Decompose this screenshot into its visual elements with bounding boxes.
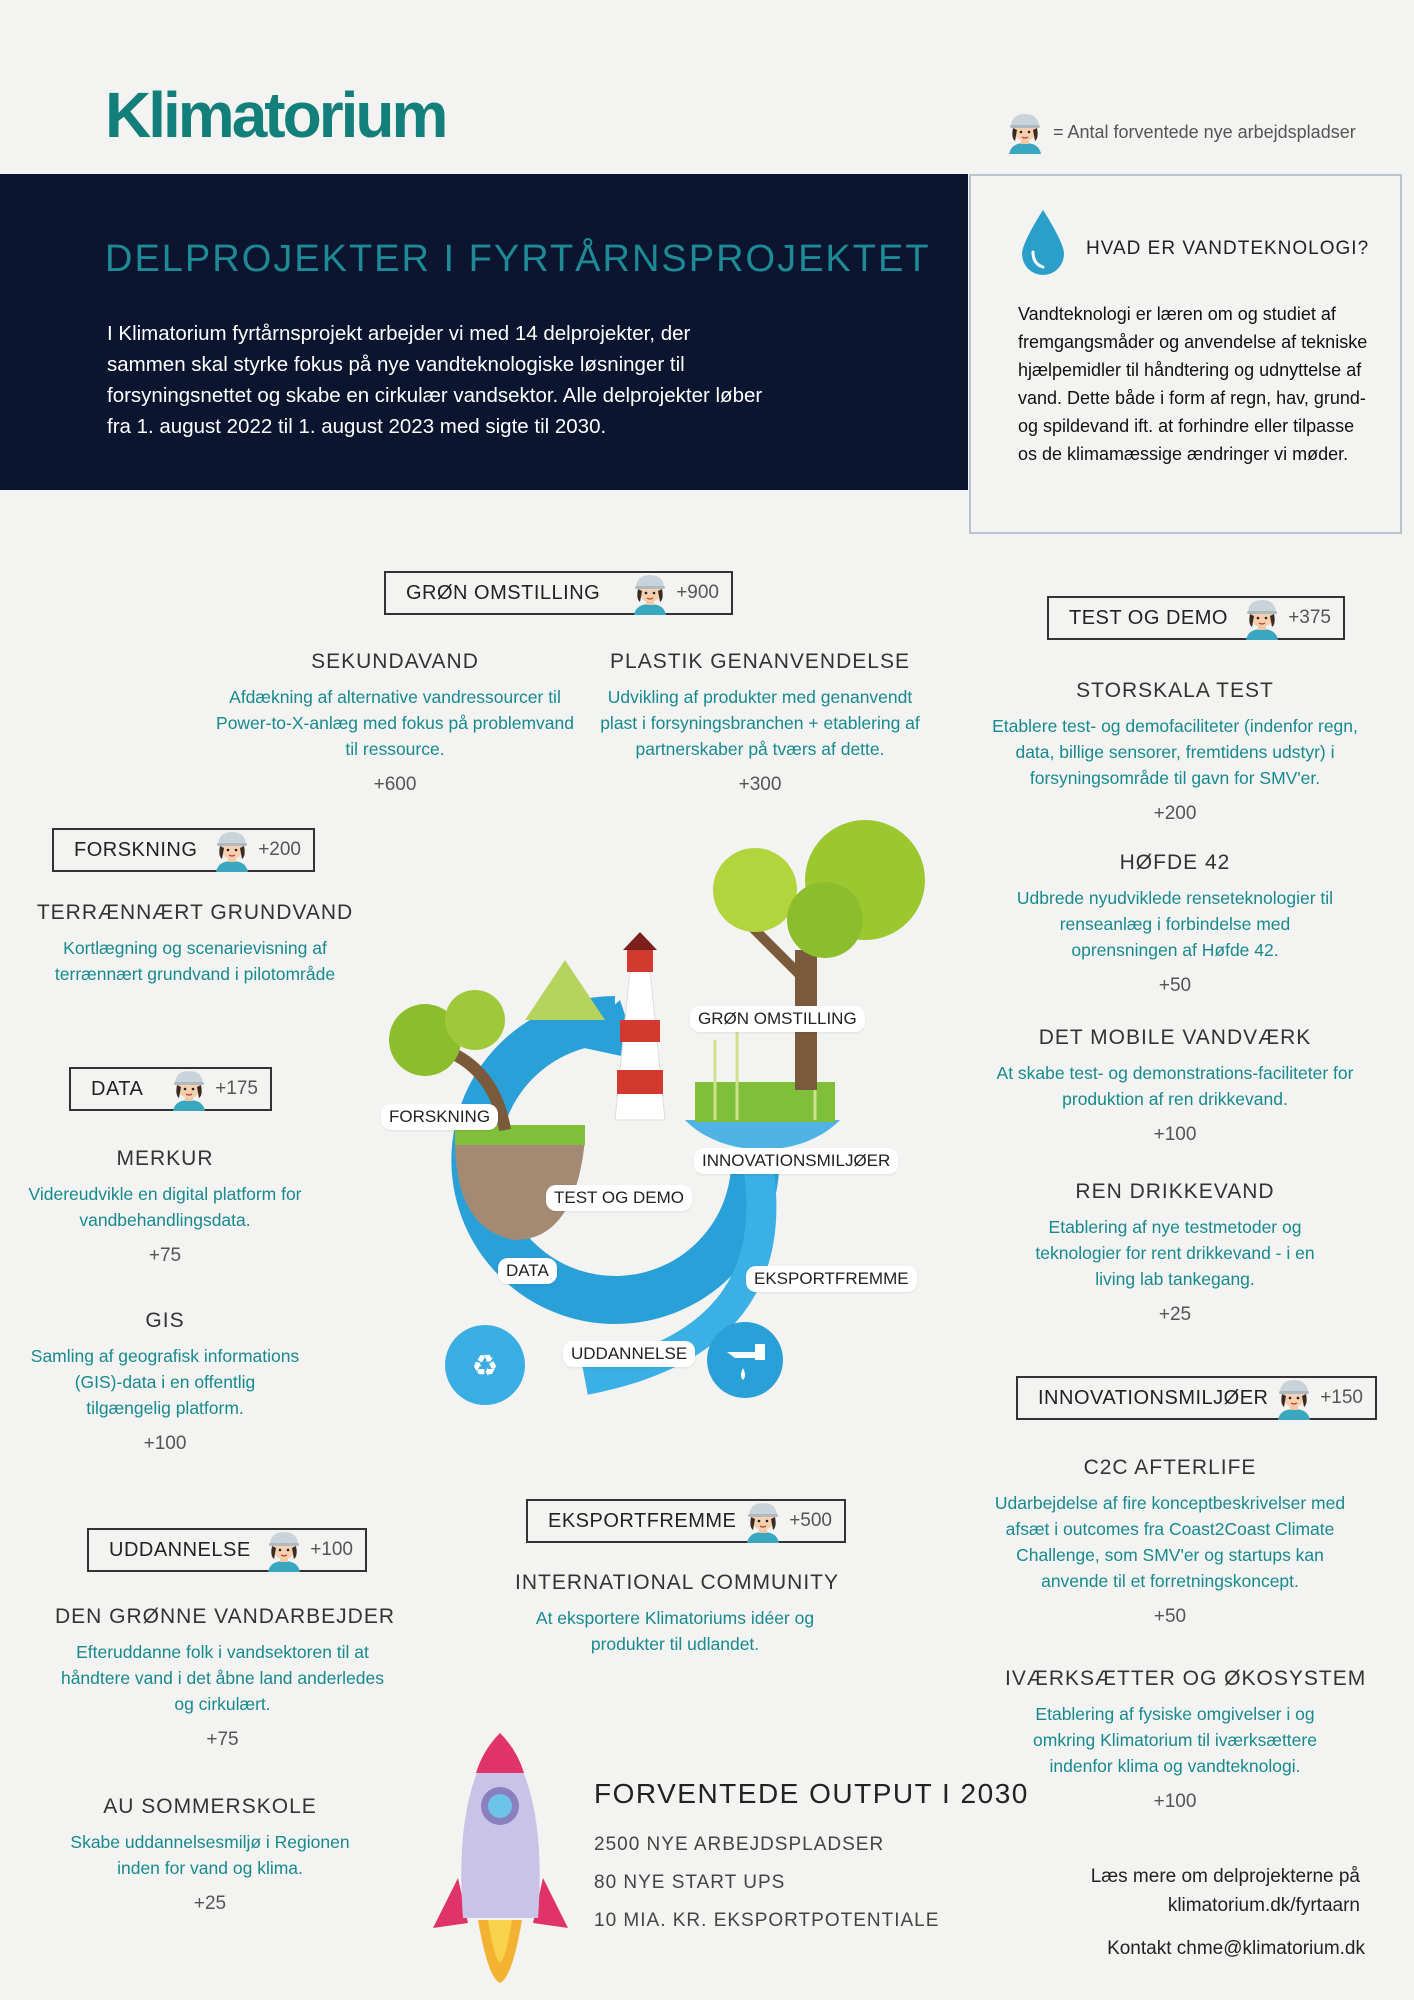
project-count: +300	[738, 774, 782, 795]
project-count: +50	[1158, 975, 1192, 996]
rocket-icon	[428, 1728, 573, 1988]
page-title: DELPROJEKTER I FYRTÅRNSPROJEKTET	[105, 238, 931, 280]
project-count: +600	[373, 774, 417, 795]
category-uddannelse	[87, 1528, 367, 1572]
output-line-export: 10 MIA. KR. EKSPORTPOTENTIALE	[594, 1910, 940, 1931]
category-test-og-demo	[1047, 596, 1345, 640]
category-name: DATA	[91, 1077, 144, 1100]
project-title: MERKUR	[116, 1147, 214, 1170]
worker-avatar-icon	[630, 571, 670, 615]
project-count: +100	[1153, 1124, 1197, 1145]
project-sekundavand	[210, 650, 580, 796]
worker-avatar-icon	[264, 1528, 304, 1572]
water-tap-icon	[707, 1322, 783, 1398]
worker-avatar-icon	[1005, 110, 1045, 154]
category-count: +200	[258, 839, 301, 860]
category-name: FORSKNING	[74, 838, 198, 861]
project-count: +25	[193, 1893, 227, 1914]
hero-banner	[0, 174, 968, 490]
footer-read-more	[960, 1862, 1360, 1920]
project-description: Skabe uddannelsesmiljø i Regionen inden for vand og klima.	[70, 1832, 350, 1878]
project-international-community	[515, 1571, 840, 1657]
svg-text:♻: ♻	[471, 1349, 499, 1384]
worker-avatar-icon	[1274, 1376, 1314, 1420]
project-title: SEKUNDAVAND	[311, 650, 479, 673]
tree-icon	[713, 820, 925, 1090]
category-count: +175	[215, 1078, 258, 1099]
project-description: At eksportere Klimatoriums idéer og produkter til udlandet.	[535, 1608, 815, 1654]
worker-avatar-icon	[212, 828, 252, 872]
footer-line-1: Læs mere om delprojekterne på	[1090, 1866, 1360, 1887]
category-count: +500	[789, 1510, 832, 1531]
project-description: Kortlægning og scenarievisning af terrænnært grundvand i pilotområde	[54, 938, 336, 984]
project-gis	[30, 1309, 300, 1455]
water-drop-icon	[1019, 208, 1067, 276]
project-title: INTERNATIONAL COMMUNITY	[515, 1571, 840, 1594]
illustration-label-eksportfremme: EKSPORTFREMME	[746, 1266, 917, 1292]
project-title: TERRÆNNÆRT GRUNDVAND	[36, 901, 354, 924]
project-title: DEN GRØNNE VANDARBEJDER	[55, 1605, 395, 1628]
category-count: +900	[676, 582, 719, 603]
illustration-label-gron-omstilling: GRØN OMSTILLING	[690, 1006, 865, 1032]
category-gron-omstilling	[384, 571, 733, 615]
project-title: AU SOMMERSKOLE	[103, 1795, 317, 1818]
category-name: EKSPORTFREMME	[548, 1509, 737, 1532]
project-description: Afdækning af alternative vandressourcer til Power-to-X-anlæg med fokus på problemvand til ressource.	[216, 687, 574, 759]
project-description: At skabe test- og demonstrations-faciliteter for produktion af ren drikkevand.	[996, 1063, 1354, 1109]
project-title: HØFDE 42	[1119, 851, 1231, 874]
lighthouse-icon	[615, 932, 665, 1120]
category-count: +100	[310, 1539, 353, 1560]
project-storskala-test	[985, 679, 1365, 825]
legend	[1005, 110, 1356, 154]
legend-text: = Antal forventede nye arbejdspladser	[1053, 121, 1356, 142]
category-name: GRØN OMSTILLING	[406, 581, 601, 604]
project-description: Videreudvikle en digital platform for vandbehandlingsdata.	[28, 1184, 302, 1230]
project-merkur	[20, 1147, 310, 1267]
project-count: +200	[1153, 803, 1197, 824]
project-count: +100	[143, 1433, 187, 1454]
project-title: IVÆRKSÆTTER OG ØKOSYSTEM	[1005, 1667, 1367, 1690]
project-description: Etablering af fysiske omgivelser i og omkring Klimatorium til iværksættere indenfor klima og vandteknologi.	[1033, 1704, 1317, 1776]
footer-contact[interactable]: Kontakt chme@klimatorium.dk	[1107, 1938, 1365, 1959]
info-box	[969, 174, 1402, 534]
project-title: DET MOBILE VANDVÆRK	[1038, 1026, 1312, 1049]
worker-avatar-icon	[743, 1499, 783, 1543]
project-c2c-afterlife	[990, 1456, 1350, 1628]
water-bowl	[685, 1120, 840, 1150]
worker-avatar-icon	[1242, 596, 1282, 640]
category-count: +150	[1320, 1387, 1363, 1408]
illustration-label-data: DATA	[498, 1258, 557, 1284]
output-line-startups: 80 NYE START UPS	[594, 1872, 786, 1893]
info-box-title: HVAD ER VANDTEKNOLOGI?	[1086, 238, 1370, 259]
project-count: +75	[206, 1729, 239, 1750]
category-name: TEST OG DEMO	[1069, 606, 1228, 629]
project-description: Samling af geografisk informations (GIS)-data i en offentlig tilgængelig platform.	[30, 1346, 300, 1418]
output-line-jobs: 2500 NYE ARBEJDSPLADSER	[594, 1834, 885, 1855]
illustration-label-test-og-demo: TEST OG DEMO	[546, 1185, 692, 1211]
project-description: Etablering af nye testmetoder og teknologier for rent drikkevand - i en living lab tankegang.	[1035, 1217, 1315, 1289]
project-au-sommerskole	[60, 1795, 360, 1915]
output-title: FORVENTEDE OUTPUT I 2030	[594, 1778, 1029, 1809]
project-title: PLASTIK GENANVENDELSE	[610, 650, 910, 673]
project-description: Etablere test- og demofaciliteter (indenfor regn, data, billige sensorer, fremtidens udstyr) i forsyningsområde til gavn for SMV'er.	[992, 716, 1358, 788]
category-name: INNOVATIONSMILJØER	[1038, 1386, 1269, 1409]
illustration-label-uddannelse: UDDANNELSE	[563, 1341, 695, 1367]
project-description: Udarbejdelse af fire konceptbeskrivelser med afsæt i outcomes fra Coast2Coast Climate Challenge, som SMV'er og startups kan anvende til et forretningskoncept.	[994, 1493, 1346, 1591]
project-title: REN DRIKKEVAND	[1075, 1180, 1275, 1203]
project-ren-drikkevand	[1030, 1180, 1320, 1326]
project-description: Udvikling af produkter med genanvendt plast i forsyningsbranchen + etablering af partnerskaber på tværs af dette.	[600, 687, 920, 759]
project-plastik-genanvendelse	[590, 650, 930, 796]
project-title: GIS	[145, 1309, 185, 1332]
klimatorium-logo: Klimatorium	[105, 79, 446, 140]
category-count: +375	[1288, 607, 1331, 628]
footer-link[interactable]: klimatorium.dk/fyrtaarn	[1167, 1895, 1360, 1916]
project-ivaerksaetter-og-okosystem	[1005, 1667, 1367, 1813]
category-eksportfremme	[526, 1499, 846, 1543]
illustration-label-innovationsmiljoer: INNOVATIONSMILJØER	[694, 1148, 898, 1174]
project-count: +25	[1158, 1304, 1192, 1325]
project-description: Efteruddanne folk i vandsektoren til at håndtere vand i det åbne land anderledes og cirkulært.	[60, 1642, 385, 1714]
category-innovationsmiljoer	[1016, 1376, 1377, 1420]
project-count: +75	[148, 1245, 182, 1266]
project-det-mobile-vandvaerk	[990, 1026, 1360, 1146]
info-box-text: Vandteknologi er læren om og studiet af fremgangsmåder og anvendelse af tekniske hjælpemidler til håndtering og udnyttelse af vand. Dette både i form af regn, hav, grund- og spildevand ift. at forhindre eller tilpasse os de klimamæssige ændringer vi møder.	[1018, 304, 1368, 464]
project-den-gronne-vandarbejder	[55, 1605, 395, 1751]
project-hofde-42	[1005, 851, 1345, 997]
project-title: STORSKALA TEST	[1076, 679, 1274, 702]
project-terraennaert-grundvand	[30, 901, 360, 987]
illustration-label-forskning: FORSKNING	[381, 1104, 498, 1130]
category-data	[69, 1067, 272, 1111]
project-count: +100	[1153, 1791, 1197, 1812]
project-count: +50	[1153, 1606, 1187, 1627]
hero-intro: I Klimatorium fyrtårnsprojekt arbejder vi med 14 delprojekter, der sammen skal styrke fokus på nye vandteknologiske løsninger til forsyningsnettet og skabe en cirkulær vandsektor. Alle delprojekter løber fra 1. august 2022 til 1. august 2023 med sigte til 2030.	[107, 322, 763, 438]
project-description: Udbrede nyudviklede renseteknologier til renseanlæg i forbindelse med oprensningen af Høfde 42.	[1016, 888, 1334, 960]
worker-avatar-icon	[169, 1067, 209, 1111]
project-title: C2C AFTERLIFE	[1083, 1456, 1257, 1479]
category-name: UDDANNELSE	[109, 1538, 251, 1561]
category-forskning	[52, 828, 315, 872]
